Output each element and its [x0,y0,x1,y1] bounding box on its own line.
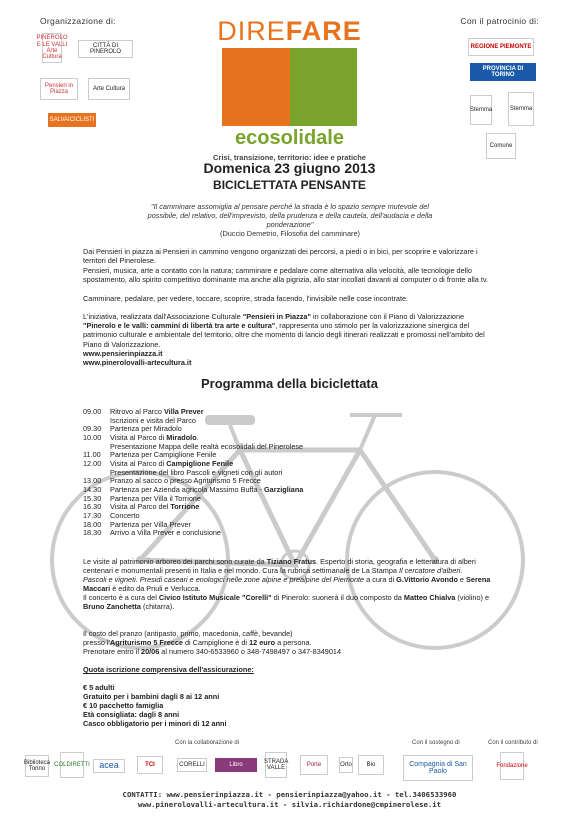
patron-logo-stemma-2: Stemma [508,92,534,126]
sostegno-label: Con il sostegno di [412,740,460,746]
footer-logo-10: Bio [358,755,384,775]
schedule-row: 09.00 Ritrovo al Parco Villa Prever [83,407,204,416]
quote-author: (Duccio Demetrio, Filosofia del camminare) [220,229,360,238]
patron-logo-comune: Comune [486,133,516,159]
patron-logo-regione-piemonte: REGIONE PIEMONTE [468,38,534,56]
brand-tagline: Crisi, transizione, territorio: idee e pratiche [213,153,366,162]
quota-line: Gratuito per i bambini dagli 8 ai 12 anni [83,692,220,701]
registration-fees [83,665,254,728]
link-pinerolovalli[interactable]: www.pinerolovalli-artecultura.it [83,358,192,367]
footer-logo-7: STRADA VALLE [265,752,287,778]
org-logo-arte-cultura: Arte Cultura [88,78,130,100]
footer-logo-fondazione: Fondazione [500,752,524,780]
direfare-logo [212,16,367,166]
patrocinio-label: Con il patrocinio di: [460,16,539,26]
quote [140,202,440,238]
schedule-row: 18.30 Arrivo a Villa Prever e conclusione [83,528,221,538]
link-pensierinpiazza[interactable]: www.pensierinpiazza.it [83,349,163,358]
intro-p3: Camminare, pedalare, per vedere, toccare, scoprire, strada facendo, l'invisibile nelle cose incontrate. [83,294,409,303]
intro-p1: Dai Pensieri in piazza ai Pensieri in cammino vengono organizzati dei percorsi, a piedi o in bici, per scoprire e valorizzare i territori del Pinerolese. [83,247,478,266]
schedule-row: 14.30 Partenza per Azienda agricola Massimo Buffa - Garzigliana [83,484,304,494]
footer-logo-9: Orto [339,757,353,773]
program-title: Programma della biciclettata [200,376,378,391]
footer-logo-sanpaolo: Compagnia di San Paolo [403,755,473,781]
schedule-row: 15.30 Partenza per Villa il Torrione [83,493,201,503]
org-logo-pinerolo-valli: PINEROLO E LE VALLI Arte Cultura [42,33,62,63]
org-logo-salvaiciclisti: SALVAICICLISTI [48,113,96,127]
schedule-row: 16.30 Visita al Parco del Torrione [83,502,200,512]
quota-line: Età consigliata: dagli 8 anni [83,710,180,719]
intro-p4: L'iniziativa, realizzata dall'Associazione Culturale "Pensieri in Piazza" in collaborazione con il Piano di Valorizzazione "Pinerolo e le valli: cammini di libertà tra arte e cultura", rappresenta uno stimolo per la valorizzazione sinergica del patrimonio culturale e ambientale del territorio, oltre che momento di lancio degli itinerari realizzati e promossi nell'ambito del Piano di Valorizzazione. [83,312,485,349]
schedule-row: 09.30 Partenza per Miradolo [83,424,182,434]
org-logo-pensieri-piazza: Pensieri in Piazza [40,78,78,100]
footer-logo-1: Biblioteca Torino [25,755,49,777]
quota-line: € 10 pacchetto famiglia [83,701,164,710]
schedule-row: Presentazione Mappa delle realtà ecosolidali del Pinerolese [110,441,304,451]
event-title: BICICLETTATA PENSANTE [213,178,366,192]
event-date: Domenica 23 giugno 2013 [203,160,376,176]
collaborazione-label: Con la collaborazione di [175,740,240,746]
quota-line: € 5 adulti [83,683,115,692]
intro-p2: Pensieri, musica, arte a contatto con la natura; camminare e pedalare come alternativa alla velocità, alle tecnologie dello spostamento, allo spirito competitivo dominante ma anche alla pigrizia, allo star incollati davanti al computer o di fronte alla tv. [83,266,489,285]
schedule-row: 12.00 Visita al Parco di Campiglione Fenile [83,458,234,468]
schedule-row: 18.00 Partenza per Villa Prever [83,519,191,529]
patron-logo-stemma-1: Stemma [470,95,492,125]
contacts-line-2: www.pinerolovalli-artecultura.it - silvia.richiardone@cmpinerolese.it [137,799,442,809]
footer-logo-4: TCI [137,756,163,774]
program-schedule [83,408,303,538]
contacts-line-1: CONTATTI: www.pensierinpiazza.it - pensierinpiazza@yahoo.it - tel.3406533960 [122,790,457,799]
schedule-row: Presentazione del libro Pascoli e vigneti con gli autori [110,467,283,477]
footer-logo-8: Porte [300,755,328,775]
contacts [0,790,579,809]
program-details: Le visite al patrimonio arboreo dei parchi sono curate da Tiziano Fratus. Esperto di storia, geografia e letteratura di alberi centenari e monumentali presenti in Italia e nel mondo. Cura la rubrica settimanale de La Stampa Il cercatore d'alberi. Pascoli e vigneti. Presidi caseari e enologici nelle zone alpine e prealpine del Piemonte a cura di G.Vittorio Avondo e Serena Maccari è edito da Priuli e Verlucca. Il concerto è a cura del Civico Istituto Musicale "Corelli" di Pinerolo: suonerà il duo composto da Matteo Chialva (violino) e Bruno Zanchetta (chitarra). [83,557,491,611]
schedule-row: 13.00 Pranzo al sacco o presso Agriturismo 5 Frecce [83,476,261,486]
quota-line: Casco obbligatorio per i minori di 12 anni [83,719,227,728]
brand-subtitle: ecosolidale [235,127,344,149]
schedule-row: 10.00 Visita al Parco di Miradolo. [83,432,199,442]
contributo-label: Con il contributo di [488,740,538,746]
quota-title: Quota iscrizione comprensiva dell'assicurazione: [83,665,254,674]
patron-logo-provincia-torino: PROVINCIA DI TORINO [470,63,536,81]
brand-title: DIREFARE [217,16,362,46]
brand-artwork [222,48,357,126]
lunch-costs: Il costo del pranzo (antipasto, primo, macedonia, caffè, bevande) presso l'Agriturismo 5 Frecce di Campiglione è di 12 euro a persona. Prenotare entro il 20/06 al numero 340-6533960 o 348-7498497 o 347-8349014 [83,629,342,656]
schedule-row: 17.30 Concerto [83,510,140,520]
schedule-row: 11.00 Partenza per Campiglione Fenile [83,450,217,460]
footer-logo-2: COLDIRETTI [60,752,84,778]
quote-text: "Il camminare assomiglia al pensare perché la strada è lo spazio sempre mutevole del possibile, del relativo, dell'imprevisto, della prudenza e della cautela, dell'audacia e della ponderazione" [147,202,433,229]
schedule-row: Iscrizioni e visita del Parco [110,415,196,425]
org-logo-citta-pinerolo: CITTÀ DI PINEROLO [78,40,133,58]
footer-logo-5: CORELLI [177,758,207,772]
footer-logo-6: Libro [215,758,257,772]
organizzazione-label: Organizzazione di: [40,16,116,26]
footer-logo-3: acea [93,759,125,773]
